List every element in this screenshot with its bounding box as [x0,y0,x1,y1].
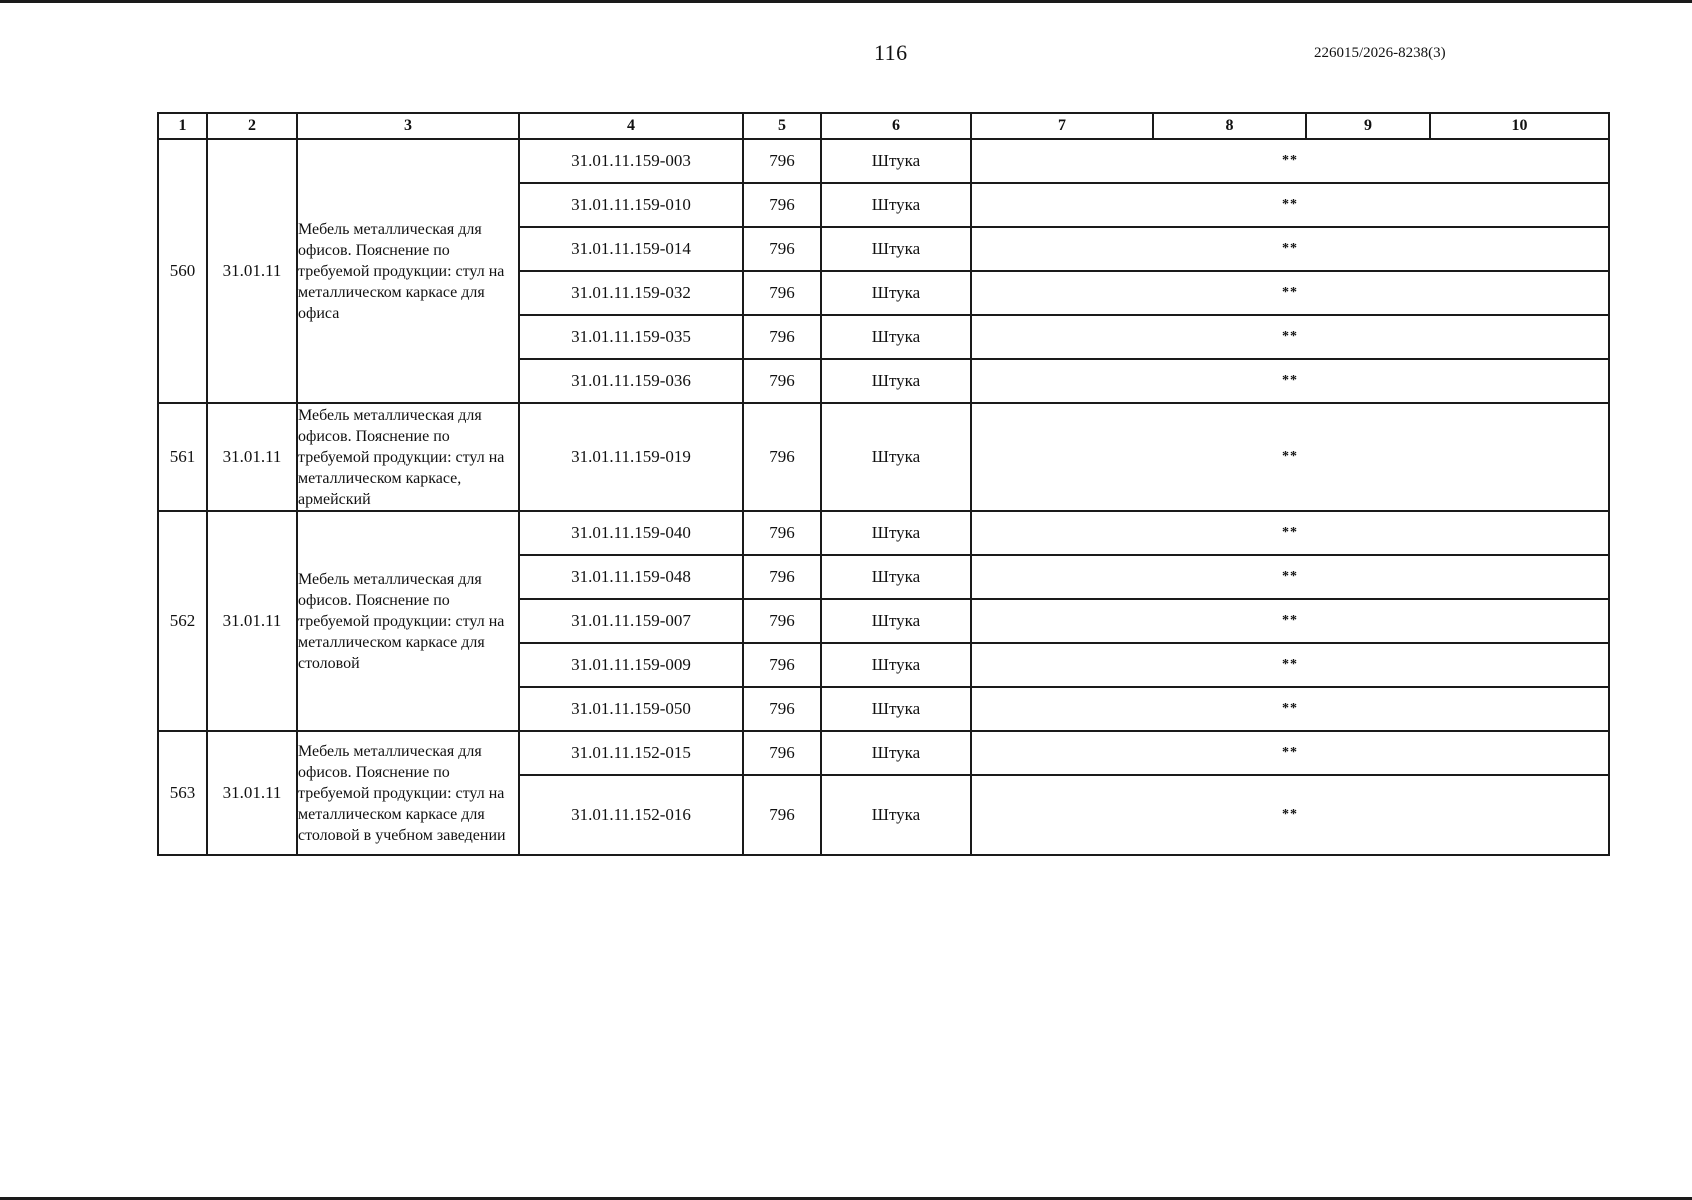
okei-code: 796 [743,555,821,599]
ktru-code: 31.01.11.159-048 [519,555,743,599]
note-cell: ** [971,643,1609,687]
unit-name: Штука [821,139,971,183]
unit-name: Штука [821,731,971,775]
unit-name: Штука [821,183,971,227]
okei-code: 796 [743,511,821,555]
col-header: 3 [297,113,519,139]
okei-code: 796 [743,359,821,403]
table-row [158,403,1609,511]
row-number: 560 [158,139,207,403]
note-cell: ** [971,403,1609,511]
okpd-code: 31.01.11 [207,731,297,855]
okei-code: 796 [743,731,821,775]
note-cell: ** [971,511,1609,555]
unit-name: Штука [821,775,971,855]
okei-code: 796 [743,183,821,227]
note-cell: ** [971,555,1609,599]
ktru-code: 31.01.11.159-014 [519,227,743,271]
ktru-code: 31.01.11.159-019 [519,403,743,511]
ktru-code: 31.01.11.159-036 [519,359,743,403]
unit-name: Штука [821,555,971,599]
okei-code: 796 [743,775,821,855]
note-cell: ** [971,227,1609,271]
note-cell: ** [971,599,1609,643]
row-number: 561 [158,403,207,511]
unit-name: Штука [821,315,971,359]
okei-code: 796 [743,403,821,511]
col-header: 4 [519,113,743,139]
col-header: 9 [1306,113,1430,139]
note-cell: ** [971,139,1609,183]
row-number: 563 [158,731,207,855]
ktru-code: 31.01.11.159-003 [519,139,743,183]
note-cell: ** [971,359,1609,403]
col-header: 1 [158,113,207,139]
note-cell: ** [971,271,1609,315]
note-cell: ** [971,731,1609,775]
unit-name: Штука [821,227,971,271]
col-header: 7 [971,113,1153,139]
product-description: Мебель металлическая для офисов. Пояснение по требуемой продукции: стул на металлическом каркасе, армейский [297,403,519,511]
table-row [158,139,1609,183]
note-cell: ** [971,183,1609,227]
unit-name: Штука [821,511,971,555]
ktru-code: 31.01.11.159-040 [519,511,743,555]
okei-code: 796 [743,599,821,643]
unit-name: Штука [821,403,971,511]
table-row [158,731,1609,775]
scan-top-edge [0,0,1692,3]
okei-code: 796 [743,139,821,183]
col-header: 6 [821,113,971,139]
ktru-code: 31.01.11.159-010 [519,183,743,227]
unit-name: Штука [821,599,971,643]
page-number: 116 [874,40,908,65]
ktru-code: 31.01.11.152-016 [519,775,743,855]
okpd-code: 31.01.11 [207,139,297,403]
okpd-code: 31.01.11 [207,511,297,731]
registry-table [157,112,1610,856]
okei-code: 796 [743,271,821,315]
unit-name: Штука [821,271,971,315]
unit-name: Штука [821,359,971,403]
table-row [158,511,1609,555]
unit-name: Штука [821,687,971,731]
ktru-code: 31.01.11.159-032 [519,271,743,315]
note-cell: ** [971,315,1609,359]
product-description: Мебель металлическая для офисов. Пояснение по требуемой продукции: стул на металлическом каркасе для столовой в учебном заведении [297,731,519,855]
col-header: 2 [207,113,297,139]
okpd-code: 31.01.11 [207,403,297,511]
ktru-code: 31.01.11.159-050 [519,687,743,731]
col-header: 8 [1153,113,1306,139]
note-cell: ** [971,687,1609,731]
unit-name: Штука [821,643,971,687]
ktru-code: 31.01.11.159-035 [519,315,743,359]
table-header-row [158,113,1609,139]
okei-code: 796 [743,687,821,731]
product-description: Мебель металлическая для офисов. Пояснение по требуемой продукции: стул на металлическом каркасе для столовой [297,511,519,731]
okei-code: 796 [743,315,821,359]
document-id: 226015/2026-8238(3) [1314,45,1446,61]
row-number: 562 [158,511,207,731]
note-cell: ** [971,775,1609,855]
okei-code: 796 [743,227,821,271]
ktru-code: 31.01.11.152-015 [519,731,743,775]
okei-code: 796 [743,643,821,687]
col-header: 5 [743,113,821,139]
col-header: 10 [1430,113,1609,139]
product-description: Мебель металлическая для офисов. Пояснение по требуемой продукции: стул на металлическом каркасе для офиса [297,139,519,403]
ktru-code: 31.01.11.159-009 [519,643,743,687]
ktru-code: 31.01.11.159-007 [519,599,743,643]
